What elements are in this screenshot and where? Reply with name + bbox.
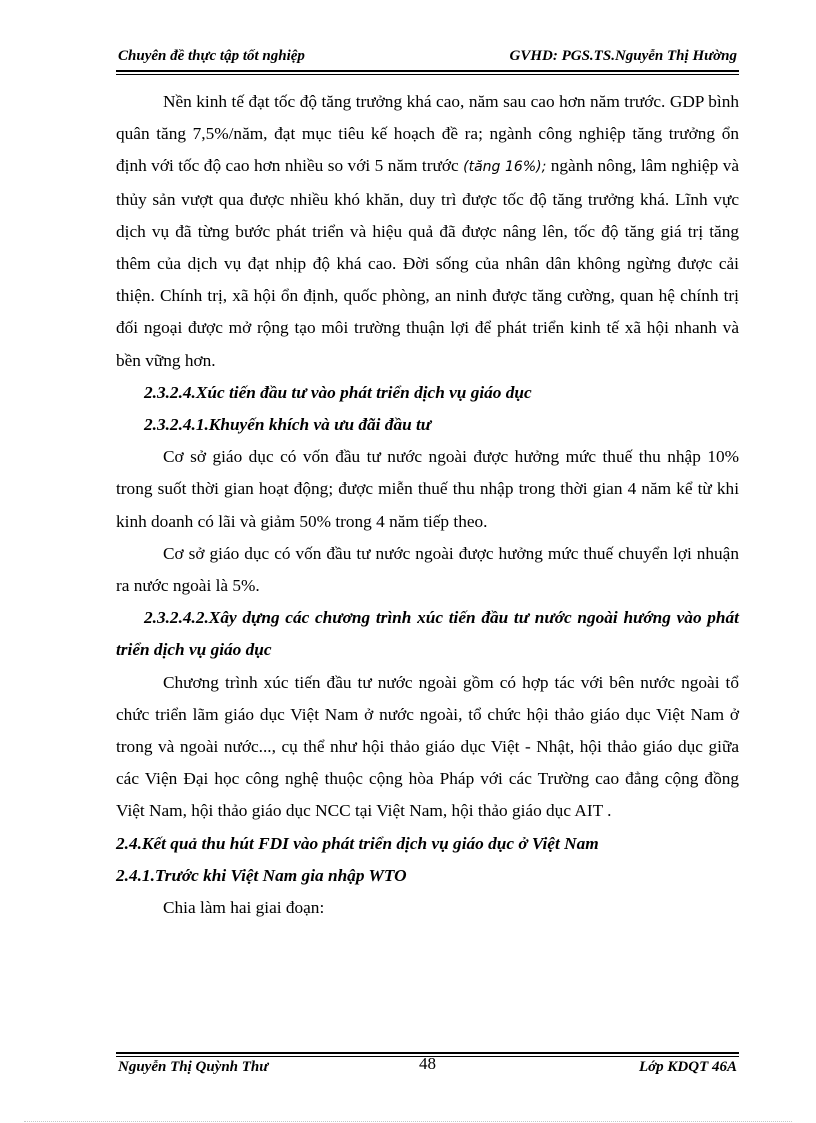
paragraph-economy-text-1: Nền kinh tế đạt tốc độ tăng trưởng khá cao, năm sau cao hơn năm trước. GDP bình quân tăng 7,5%/năm, đạt mục tiêu kế hoạch đề ra; ngành công nghiệp tăng trưởng ổn định với tốc độ cao hơn nhiều so với 5 năm trước <box>116 92 739 176</box>
paragraph-economy-text-2: ngành nông, lâm nghiệp và thủy sản vượt qua được nhiều khó khăn, duy trì được tốc độ tăng trưởng khá. Lĩnh vực dịch vụ đã từng bước phát triển và hiệu quả đã được nâng lên, tốc độ tăng giá trị tăng thêm của dịch vụ đạt nhịp độ khá cao. Đời sống của nhân dân không ngừng được cải thiện. Chính trị, xã hội ổn định, quốc phòng, an ninh được tăng cường, quan hệ chính trị đối ngoại được mở rộng tạo môi trường thuận lợi để phát triển kinh tế xã hội nhanh và bền vững hơn. <box>116 156 739 370</box>
heading-2-4-1: 2.4.1.Trước khi Việt Nam gia nhập WTO <box>116 865 407 885</box>
heading-2-4: 2.4.Kết quả thu hút FDI vào phát triển dịch vụ giáo dục ở Việt Nam <box>116 833 599 853</box>
page-footer <box>116 1056 739 1080</box>
paragraph-economy <box>116 86 739 377</box>
heading-2-3-2-4-1: 2.3.2.4.1.Khuyến khích và ưu đãi đầu tư <box>144 415 432 435</box>
header-document-title: Chuyên đề thực tập tốt nghiệp <box>118 48 305 64</box>
header-rule <box>116 70 739 72</box>
paragraph-economy-note: (tăng 16%); <box>463 159 547 176</box>
header-rule-thin <box>116 74 739 75</box>
header-supervisor: GVHD: PGS.TS.Nguyễn Thị Hường <box>509 48 737 64</box>
page-body <box>116 86 739 924</box>
page-number: 48 <box>419 1054 436 1073</box>
paragraph-income-tax: Cơ sở giáo dục có vốn đầu tư nước ngoài được hưởng mức thuế thu nhập 10% trong suốt thời gian hoạt động; được miễn thuế thu nhập trong thời gian 4 năm kể từ khi kinh doanh có lãi và giảm 50% trong 4 năm tiếp theo. <box>116 447 739 531</box>
footer-class: Lớp KDQT 46A <box>638 1059 737 1075</box>
paragraph-promotion-programs: Chương trình xúc tiến đầu tư nước ngoài gồm có hợp tác với bên nước ngoài tổ chức triển lãm giáo dục Việt Nam ở nước ngoài, tổ chức hội thảo giáo dục Việt Nam ở trong và ngoài nước..., cụ thể như hội thảo giáo dục Việt - Nhật, hội thảo giáo dục giữa các Viện Đại học công nghệ thuộc cộng hòa Pháp với các Trường cao đẳng cộng đồng Việt Nam, hội thảo giáo dục NCC tại Việt Nam, hội thảo giáo dục AIT . <box>116 672 739 821</box>
paragraph-two-stages: Chia làm hai giai đoạn: <box>163 898 325 918</box>
page-edge-divider <box>24 1121 792 1122</box>
page-header <box>116 48 739 72</box>
footer-author: Nguyễn Thị Quỳnh Thư <box>118 1059 269 1075</box>
heading-2-3-2-4-2: 2.3.2.4.2.Xây dựng các chương trình xúc tiến đầu tư nước ngoài hướng vào phát triển dịch vụ giáo dục <box>116 608 739 660</box>
heading-2-3-2-4: 2.3.2.4.Xúc tiến đầu tư vào phát triển dịch vụ giáo dục <box>144 382 532 402</box>
paragraph-profit-transfer: Cơ sở giáo dục có vốn đầu tư nước ngoài được hưởng mức thuế chuyển lợi nhuận ra nước ngoài là 5%. <box>116 543 739 596</box>
